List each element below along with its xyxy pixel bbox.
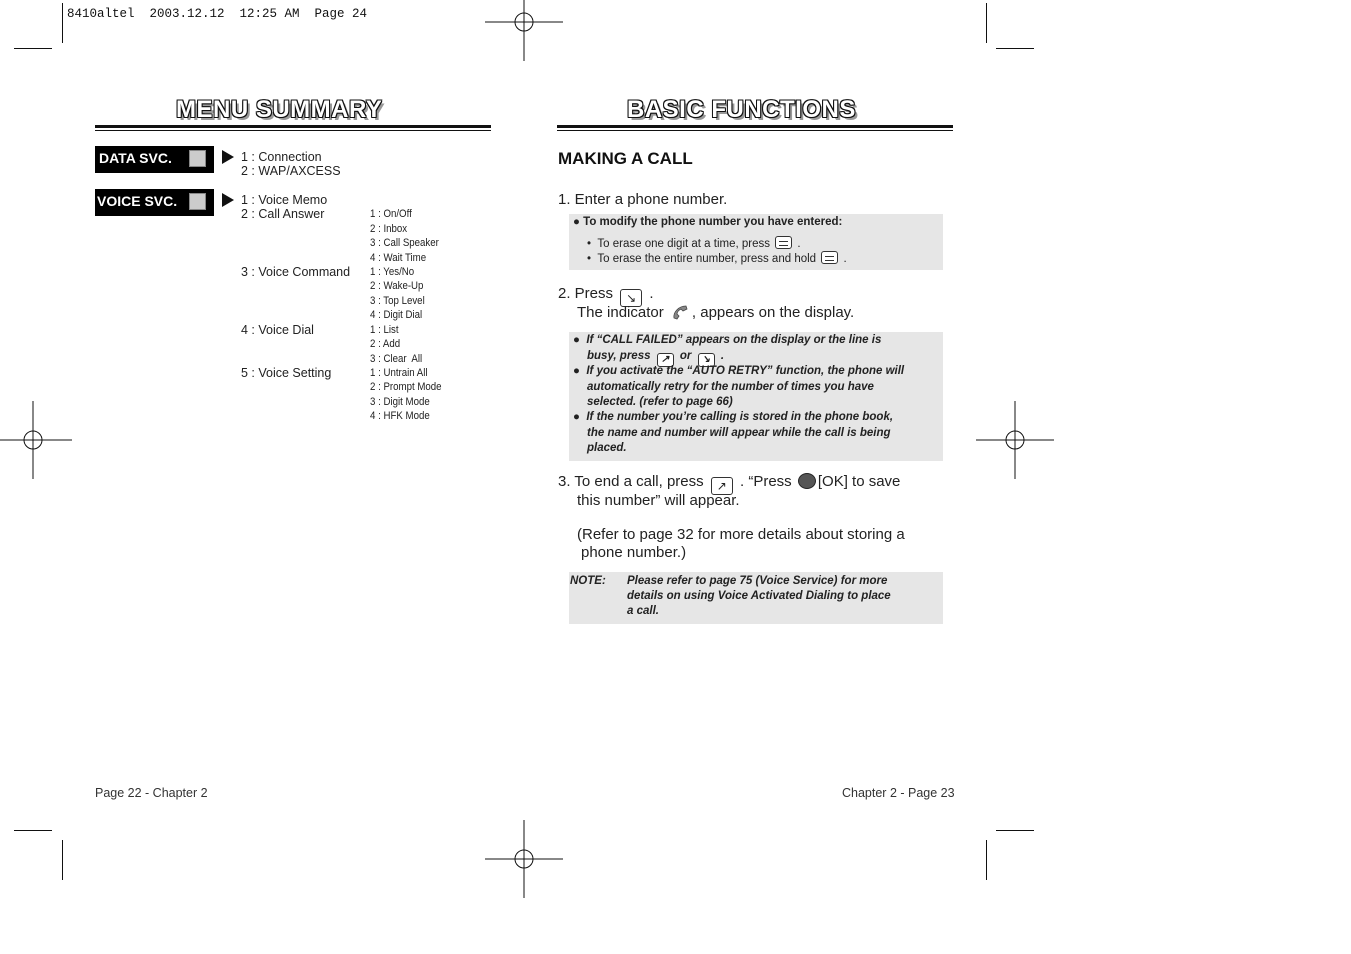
title-rule: [557, 130, 953, 131]
note-text: details on using Voice Activated Dialing to place: [627, 590, 891, 602]
note-text: or: [679, 350, 692, 362]
submenu-item: 2 : Add: [370, 338, 401, 350]
submenu-item: 3 : Clear All: [370, 353, 423, 365]
data-svc-label: [95, 146, 214, 173]
tip-bullet-text: To erase the entire number, press and hold: [597, 253, 817, 265]
basic-functions-title: BASIC FUNCTIONS: [627, 96, 856, 123]
note-line: automatically retry for the number of times you have: [587, 381, 874, 393]
refer-text: phone number.): [581, 544, 687, 561]
note-line: selected. (refer to page 66): [587, 396, 733, 408]
crop-mark: [62, 3, 63, 43]
note-box: [569, 572, 943, 624]
crop-mark: [986, 840, 987, 880]
step-2-indicator-end: , appears on the display.: [691, 304, 855, 321]
step-2-indicator-text: The indicator: [577, 304, 664, 321]
voice-svc-item: 1 : Voice Memo: [241, 193, 328, 207]
step-2-text: 2. Press: [558, 285, 614, 302]
title-rule: [557, 125, 953, 128]
note-text: Please refer to page 75 (Voice Service) for more: [627, 575, 888, 587]
tip-bullet-text: To erase one digit at a time, press: [597, 238, 771, 250]
right-footer: Chapter 2 - Page 23: [842, 786, 955, 800]
note-text: a call.: [627, 605, 659, 617]
section-heading: MAKING A CALL: [558, 149, 693, 168]
submenu-item: 4 : Wait Time: [370, 252, 427, 264]
registration-mark-icon: [976, 401, 1054, 479]
clear-key-icon: [821, 251, 838, 264]
tip-bullet: • To erase the entire number, press and hold .: [587, 253, 847, 265]
step-3-text: 3. To end a call, press: [558, 473, 704, 490]
end-key-icon: ↗: [711, 477, 733, 495]
end-key-icon: ↗: [657, 353, 674, 367]
submenu-item: 3 : Digit Mode: [370, 396, 430, 408]
send-key-icon: ↘: [698, 353, 715, 367]
crop-mark: [996, 48, 1034, 49]
arrow-right-icon: [222, 150, 234, 164]
submenu-item: 1 : Yes/No: [370, 266, 415, 278]
submenu-item: 1 : On/Off: [370, 208, 412, 220]
clear-key-icon: [775, 236, 792, 249]
data-svc-icon: [189, 150, 206, 167]
submenu-item: 2 : Inbox: [370, 223, 408, 235]
tip-bullet: • To erase one digit at a time, press .: [587, 238, 801, 250]
note-label: NOTE:: [570, 575, 606, 587]
crop-mark: [14, 830, 52, 831]
data-svc-item: 1 : Connection: [241, 150, 322, 164]
note-text: If “CALL FAILED” appears on the display or the line is: [586, 334, 882, 346]
note-line: placed.: [587, 442, 627, 454]
note-text: If the number you’re calling is stored in the phone book,: [586, 411, 894, 423]
step-2-end: .: [649, 285, 654, 302]
submenu-item: 1 : Untrain All: [370, 367, 428, 379]
submenu-item: 2 : Wake-Up: [370, 280, 424, 292]
data-svc-text: DATA SVC.: [99, 150, 172, 166]
note-line: ● If “CALL FAILED” appears on the display or the line is: [573, 334, 882, 346]
voice-svc-label: [95, 189, 214, 216]
tip-bullet-end: .: [843, 253, 847, 265]
notes-box: [569, 332, 943, 461]
tip-bullet-end: .: [797, 238, 801, 250]
voice-svc-icon: [189, 193, 206, 210]
ok-key-icon: [798, 473, 816, 489]
registration-mark-icon: [485, 820, 563, 898]
registration-mark-icon: [0, 401, 72, 479]
note-text: busy, press: [587, 350, 651, 362]
step-1: 1. Enter a phone number.: [558, 191, 728, 208]
voice-svc-item: 2 : Call Answer: [241, 207, 325, 221]
note-line: ● If you activate the “AUTO RETRY” function, the phone will: [573, 365, 905, 377]
note-text: .: [720, 350, 725, 362]
submenu-item: 4 : HFK Mode: [370, 410, 430, 422]
title-rule: [95, 130, 491, 131]
submenu-item: 1 : List: [370, 324, 399, 336]
title-rule: [95, 125, 491, 128]
submenu-item: 3 : Call Speaker: [370, 237, 439, 249]
refer-text: (Refer to page 32 for more details about storing a: [577, 526, 905, 543]
registration-mark-icon: [485, 0, 563, 61]
submenu-item: 4 : Digit Dial: [370, 309, 423, 321]
step-3-text: . “Press: [740, 473, 792, 490]
tip-box: [569, 214, 943, 270]
crop-mark: [14, 48, 52, 49]
note-line: the name and number will appear while the call is being: [587, 427, 891, 439]
step-3-line2: this number” will appear.: [577, 492, 740, 509]
step-2-line2: [577, 303, 854, 322]
voice-svc-item: 5 : Voice Setting: [241, 366, 332, 380]
note-line: ● If the number you’re calling is stored in the phone book,: [573, 411, 894, 423]
menu-summary-title: MENU SUMMARY: [176, 96, 383, 123]
submenu-item: 2 : Prompt Mode: [370, 381, 442, 393]
voice-svc-item: 3 : Voice Command: [241, 265, 351, 279]
data-svc-item: 2 : WAP/AXCESS: [241, 164, 341, 178]
step-3-text: [OK] to save: [817, 473, 901, 490]
tip-heading-text: To modify the phone number you have entered:: [583, 216, 843, 228]
tip-heading: ● To modify the phone number you have entered:: [573, 216, 843, 228]
note-text: If you activate the “AUTO RETRY” function, the phone will: [586, 365, 905, 377]
crop-mark: [986, 3, 987, 43]
crop-mark: [996, 830, 1034, 831]
voice-svc-item: 4 : Voice Dial: [241, 323, 314, 337]
arrow-right-icon: [222, 193, 234, 207]
in-use-indicator-icon: [671, 303, 689, 321]
print-header: 8410altel 2003.12.12 12:25 AM Page 24: [67, 7, 368, 21]
submenu-item: 3 : Top Level: [370, 295, 425, 307]
send-key-icon: ↘: [620, 289, 642, 307]
voice-svc-text: VOICE SVC.: [97, 193, 178, 209]
crop-mark: [62, 840, 63, 880]
left-footer: Page 22 - Chapter 2: [95, 786, 208, 800]
